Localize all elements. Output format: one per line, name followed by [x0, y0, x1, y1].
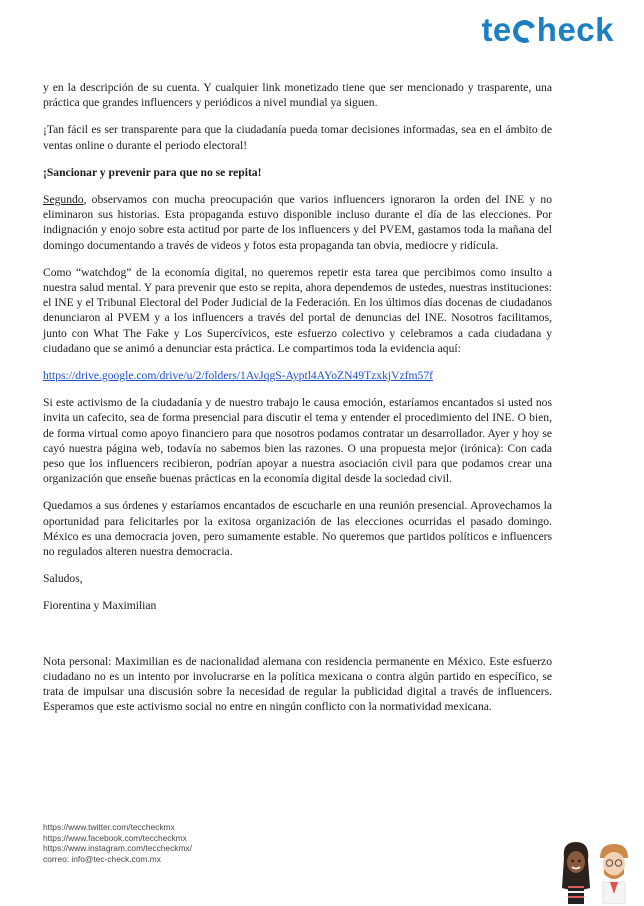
section-heading: ¡Sancionar y prevenir para que no se repita! — [43, 165, 262, 179]
woman-avatar-icon — [562, 842, 590, 904]
footer-twitter-link[interactable]: https://www.twitter.com/teccheckmx — [43, 822, 175, 832]
footer-contacts — [43, 822, 192, 864]
techeck-logo — [481, 10, 614, 50]
personal-note: Nota personal: Maximilian es de nacionalidad alemana con residencia permanente en México. Este esfuerzo ciudadano no es un intento por involucrarse en la política mexicana o contra algún partido en específico, se trata de impulsar una discusión sobre la necesidad de regular la publicidad digital a través de influencers. Esperamos que este activismo social no entre en ningún conflicto con la normatividad mexicana. — [43, 654, 552, 714]
paragraph-second-text: , observamos con mucha preocupación que varios influencers ignoraron la orden del INE y no eliminaron sus historias. Esta propaganda estuvo disponible incluso durante el día de las elecciones. Por indignación y enojo sobre esta actitud por parte de los influencers y del PVEM, gastamos toda la mañana del domingo documentando a través de videos y fotos esta propaganda tan obvia, mediocre y ridícula. — [43, 193, 552, 252]
logo-text-part1: te — [481, 11, 512, 48]
paragraph-link — [43, 368, 552, 383]
footer-facebook-link[interactable]: https://www.facebook.com/teccheckmx — [43, 832, 187, 843]
paragraph-second-lead: Segundo — [43, 193, 84, 207]
founders-avatar-illustration — [554, 838, 636, 904]
paragraph-second — [43, 192, 552, 253]
paragraph-closing: Quedamos a sus órdenes y estaríamos encantados de escucharle en una reunión presencial. Aprovechamos la oportunidad para felicitarles por la exitosa organización de las elecciones ocurridas el pasado domingo. México es una democracia joven, pero sumamente estable. No queremos que partidos políticos e influencers no regulados alteren nuestra democracia. — [43, 499, 552, 559]
logo-c-ring-icon — [510, 16, 539, 45]
logo-text-part2: heck — [536, 11, 614, 48]
signature: Fiorentina y Maximilian — [43, 599, 157, 613]
paragraph-transparency: y en la descripción de su cuenta. Y cualquier link monetizado tiene que ser mencionado y trasparente, una práctica que grandes influencers y periódicos a nivel mundial ya siguen. — [43, 81, 552, 110]
footer-email: correo: info@tec-check.com.mx — [43, 853, 161, 864]
man-avatar-icon — [600, 844, 628, 904]
greeting: Saludos, — [43, 572, 83, 586]
footer-instagram-link[interactable]: https://www.instagram.com/teccheckmx/ — [43, 843, 192, 853]
evidence-drive-link[interactable]: https://drive.google.com/drive/u/2/folders/1AvJqgS-Ayptl4AYoZN49TzxkjVzfm57f — [43, 369, 433, 383]
paragraph-watchdog: Como “watchdog” de la economía digital, no queremos repetir esta tarea que percibimos como insulto a nuestra salud mental. Y para prevenir que esto se repita, ahora dependemos de ustedes, nuestras instituciones: el INE y el Tribunal Electoral del Poder Judicial de la Federación. En los últimos días docenas de ciudadanos denunciaron al PVEM y a los influencers a través del portal de denuncias del INE. Nosotros facilitamos, junto con What The Fake y Los Supercívicos, este esfuerzo colectivo y celebramos a cada ciudadana y ciudadano que se animó a denunciar esta práctica. Le compartimos toda la evidencia aquí: — [43, 265, 552, 355]
letter-body — [43, 80, 552, 727]
paragraph-activism: Si este activismo de la ciudadanía y de nuestro trabajo le causa emoción, estaríamos encantados si usted nos invita un cafecito, sea de forma presencial para discutir el tema y entender el procedimiento del INE. O bien, de forma virtual como apoyo financiero para que nosotros podamos contratar un desarrollador. Ayer y hoy se cayó nuestra página web, todavía no sabemos bien las razones. O una propuesta mejor (irónica): Con cada peso que los influencers recibieron, podrían apoyar a nuestra asociación civil para que podamos crear una organización que enseñe buenas prácticas en la economía digital desde la sociedad civil. — [43, 396, 552, 486]
paragraph-transparent-citizenry: ¡Tan fácil es ser transparente para que la ciudadanía pueda tomar decisiones informadas, sea en el ámbito de ventas online o durante el periodo electoral! — [43, 123, 552, 152]
